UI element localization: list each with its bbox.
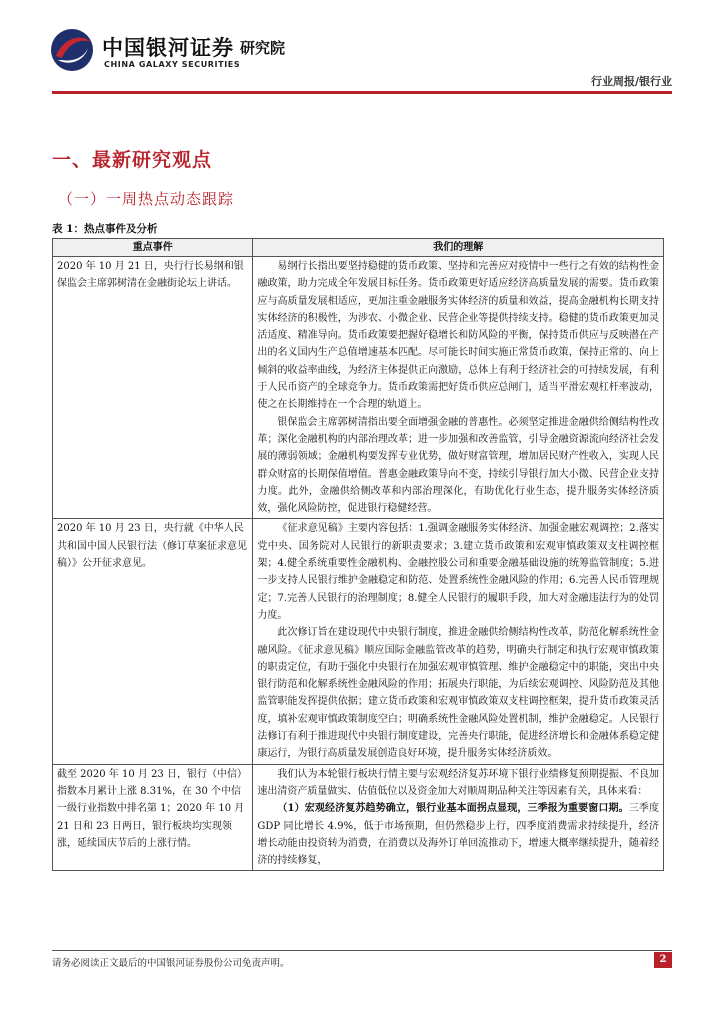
header-divider bbox=[52, 91, 672, 94]
galaxy-logo-icon bbox=[48, 26, 96, 74]
section-heading: 一、最新研究观点 bbox=[52, 149, 213, 171]
analysis-paragraph: 此次修订旨在建设现代中央银行制度，推进金融供给侧结构性改革，防范化解系统性金融风险。《征求意见稿》顺应国际金融监管改革的趋势，明确央行制定和执行宏观审慎政策的职责定位，有助于强化中央银行在加强宏观审慎管理、维护金融稳定中的职能，突出中央银行防范和化解系统性金融风险的作用；拓展央行职能，为后续宏观调控、风险防范及其他监管职能发挥提供依据；建立货币政策和宏观审慎政策双支柱调控框架，提升货币政策灵活度，填补宏观审慎政策制度空白；明确系统性金融风险处置机制，维护金融稳定。人民银行法修订有利于推进现代中央银行制度建设，完善央行职能，促进经济增长和金融体系稳定健康运行，为银行高质量发展创造良好环境，提升服务实体经济质效。 bbox=[257, 627, 659, 760]
disclaimer-note: 请务必阅读正文最后的中国银河证券股份公司免责声明。 bbox=[52, 958, 290, 969]
institute-label: 研究院 bbox=[240, 39, 286, 57]
column-header-event: 重点事件 bbox=[53, 239, 253, 257]
company-logo bbox=[48, 26, 338, 76]
table-header-row bbox=[53, 239, 664, 257]
analysis-paragraph: 银保监会主席郭树清指出要全面增强金融的普惠性。必须坚定推进金融供给侧结构性改革；深化金融机构的内部治理改革；进一步加强和改善监管，引导金融资源流向经济社会发展的薄弱领域；金融机构要发挥专业优势，做好财富管理，增加居民财产性收入，实现人民群众财富的长期保值增值。普惠金融政策导向不变，持续引导银行加大小微、民营企业支持力度。此外，金融供给侧改革和内部治理深化，有助优化行业生态，提升服务实体经济质效，强化风险防控，促进银行稳健经营。 bbox=[257, 416, 659, 515]
table-row bbox=[53, 764, 664, 871]
table-caption: 表 1：热点事件及分析 bbox=[52, 223, 158, 235]
brand-name-cn: 中国银河证券 bbox=[102, 36, 234, 60]
events-table bbox=[52, 238, 664, 871]
analysis-paragraph: 我们认为本轮银行板块行情主要与宏观经济复苏环境下银行业绩修复预期提振、不良加速出清资产质量做实、估值低位以及资金加大对顺周期品种关注等因素有关，具体来看： bbox=[257, 768, 659, 797]
analysis-cell bbox=[253, 519, 664, 764]
table-row bbox=[53, 257, 664, 519]
footer-divider bbox=[52, 950, 672, 951]
event-cell: 截至 2020 年 10 月 23 日，银行（中信）指数本月累计上涨 8.31%，在 30 个中信一级行业指数中排名第 1；2020 年 10 月 21 日和 23 日两日，银行板块均实现领涨，延续国庆节后的上涨行情。 bbox=[53, 764, 253, 871]
analysis-paragraph bbox=[257, 800, 659, 869]
brand-name-en: CHINA GALAXY SECURITIES bbox=[104, 60, 241, 69]
event-cell: 2020 年 10 月 21 日，央行行长易纲和银保监会主席郭树清在金融街论坛上讲话。 bbox=[53, 257, 253, 519]
key-point-detail: 三季度 GDP 同比增长 4.9%，低于市场预期，但仍然稳步上行，四季度消费需求持续提升，经济增长动能由投资转为消费，在消费以及海外订单回流推动下，增速大概率继续提升，随着经济的持续修复， bbox=[257, 803, 659, 867]
analysis-paragraph: 《征求意见稿》主要内容包括：1.强调金融服务实体经济、加强金融宏观调控；2.落实党中央、国务院对人民银行的新职责要求；3.建立货币政策和宏观审慎政策双支柱调控框架；4.健全系统重要性金融机构、金融控股公司和重要金融基础设施的统筹监管制度；5.进一步支持人民银行维护金融稳定和防范、处置系统性金融风险的作用；6.完善人民币管理规定；7.完善人民银行的治理制度；8.健全人民银行的履职手段，加大对金融违法行为的处罚力度。 bbox=[257, 523, 659, 621]
event-cell: 2020 年 10 月 23 日，央行就《中华人民共和国中国人民银行法（修订草案征求意见稿）》公开征求意见。 bbox=[53, 519, 253, 764]
table-row bbox=[53, 519, 664, 764]
section-subheading: （一）一周热点动态跟踪 bbox=[58, 190, 235, 208]
analysis-paragraph: 易纲行长指出要坚持稳健的货币政策、坚持和完善应对疫情中一些行之有效的结构性金融政策，助力完成全年发展目标任务。货币政策更好适应经济高质量发展的需要。货币政策应与高质量发展相适应，更加注重金融服务实体经济的质量和效益，提高金融机构长期支持实体经济的积极性，为涉农、小微企业、民营企业等提供持续支持。稳健的货币政策更加灵活适度、精准导向。货币政策要把握好稳增长和防风险的平衡，保持货币供应与反映潜在产出的名义国内生产总值增速基本匹配。尽可能长时间实施正常货币政策，保持正常的、向上倾斜的收益率曲线，为经济主体提供正向激励，总体上有利于经济社会的可持续发展，有利于人民币资产的全球竞争力。货币政策需把好货币供应总闸门，适当平滑宏观杠杆率波动，使之在长期维持在一个合理的轨道上。 bbox=[257, 261, 659, 411]
column-header-view: 我们的理解 bbox=[253, 239, 664, 257]
analysis-cell bbox=[253, 764, 664, 871]
key-point: （1）宏观经济复苏趋势确立，银行业基本面拐点显现，三季报为重要窗口期。 bbox=[277, 803, 629, 815]
page-number: 2 bbox=[654, 952, 672, 968]
report-type: 行业周报/银行业 bbox=[590, 75, 672, 88]
analysis-cell bbox=[253, 257, 664, 519]
